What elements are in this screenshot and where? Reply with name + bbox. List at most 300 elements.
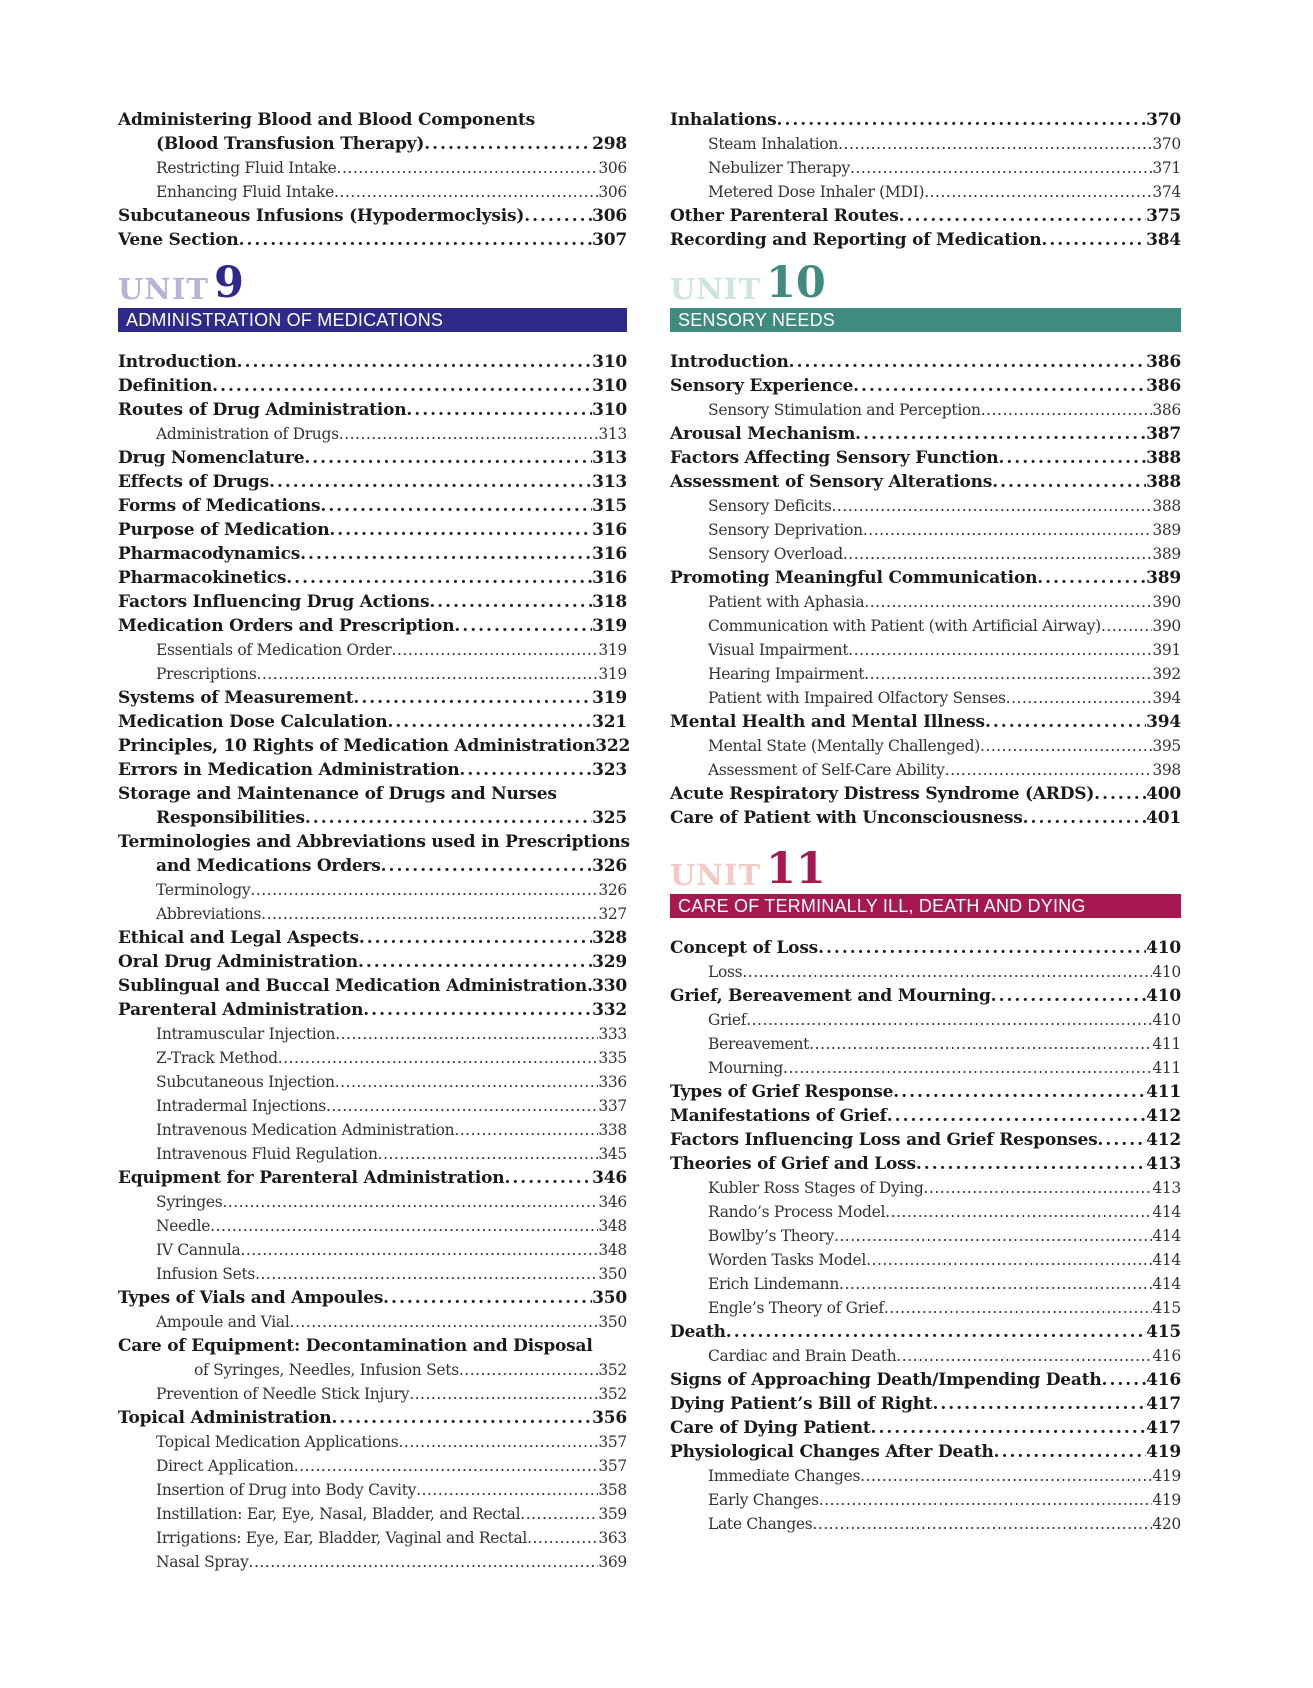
toc-entry[interactable]: [118, 398, 627, 422]
dot-leader: [839, 1272, 1152, 1296]
toc-entry[interactable]: [670, 1512, 1181, 1536]
toc-entry[interactable]: [118, 1022, 627, 1046]
toc-entry-page: 417: [1146, 1418, 1181, 1438]
toc-entry-page: 413: [1152, 1179, 1181, 1197]
toc-entry[interactable]: [670, 1224, 1181, 1248]
toc-entry-title: and Medications Orders: [156, 856, 381, 876]
dot-leader: [783, 1056, 1152, 1080]
dot-leader: [210, 1214, 598, 1238]
toc-entry[interactable]: [118, 1142, 627, 1166]
toc-entry-page: 370: [1152, 135, 1181, 153]
toc-entry[interactable]: [670, 1080, 1181, 1104]
dot-leader: [991, 984, 1146, 1008]
toc-entry[interactable]: [670, 398, 1181, 422]
toc-entry-page: 416: [1146, 1370, 1181, 1390]
toc-entry[interactable]: [670, 1152, 1181, 1176]
dot-leader: [863, 518, 1152, 542]
toc-entry-title: Essentials of Medication Order: [156, 641, 392, 659]
toc-entry-page: 315: [592, 496, 627, 516]
toc-entry[interactable]: [670, 590, 1181, 614]
toc-entry-page: 319: [598, 665, 627, 683]
toc-entry-title: Oral Drug Administration: [118, 952, 358, 972]
toc-entry[interactable]: [118, 1046, 627, 1070]
toc-entry[interactable]: [118, 1454, 627, 1478]
toc-entry-page: 345: [598, 1145, 627, 1163]
toc-entry[interactable]: [670, 1464, 1181, 1488]
toc-entry[interactable]: [118, 350, 627, 374]
toc-entry[interactable]: [118, 494, 627, 518]
dot-leader: [241, 1238, 599, 1262]
toc-entry[interactable]: [118, 1238, 627, 1262]
toc-entry-title: Death: [670, 1322, 726, 1342]
toc-entry-page: 386: [1152, 401, 1181, 419]
toc-entry-page: 401: [1146, 808, 1181, 828]
dot-leader: [249, 1550, 599, 1574]
toc-entry-page: 350: [598, 1313, 627, 1331]
toc-entry-title: Nebulizer Therapy: [708, 159, 850, 177]
toc-entry-title: Worden Tasks Model: [708, 1251, 867, 1269]
toc-entry[interactable]: [118, 998, 627, 1022]
toc-entry-page: 319: [592, 616, 627, 636]
toc-entry-title: Terminology: [156, 881, 251, 899]
unit-9-word: UNIT: [118, 272, 209, 306]
toc-entry[interactable]: [670, 1392, 1181, 1416]
toc-entry-title: Medication Dose Calculation: [118, 712, 388, 732]
toc-entry-title: Manifestations of Grief: [670, 1106, 887, 1126]
toc-entry[interactable]: [670, 1104, 1181, 1128]
dot-leader: [416, 1478, 598, 1502]
toc-list-right-top: [670, 108, 1181, 252]
toc-entry[interactable]: [670, 204, 1181, 228]
dot-leader: [305, 806, 592, 830]
dot-leader: [843, 542, 1152, 566]
toc-entry-title: Vene Section: [118, 230, 239, 250]
toc-entry-title: Intramuscular Injection: [156, 1025, 336, 1043]
toc-entry[interactable]: [118, 518, 627, 542]
dot-leader: [848, 638, 1152, 662]
toc-entry-title: Direct Application: [156, 1457, 294, 1475]
unit-11-title-bar: CARE OF TERMINALLY ILL, DEATH AND DYING: [670, 894, 1181, 918]
toc-entry[interactable]: [118, 686, 627, 710]
toc-entry-page: 392: [1152, 665, 1181, 683]
toc-entry[interactable]: [670, 614, 1181, 638]
dot-leader: [363, 998, 592, 1022]
dot-leader: [300, 542, 592, 566]
toc-entry-title: Restricting Fluid Intake: [156, 159, 337, 177]
toc-entry[interactable]: [118, 614, 627, 638]
toc-entry-title: Care of Patient with Unconsciousness: [670, 808, 1023, 828]
toc-entry[interactable]: [670, 156, 1181, 180]
dot-leader: [353, 686, 592, 710]
toc-entry-title: Sensory Overload: [708, 545, 843, 563]
toc-entry[interactable]: [118, 902, 627, 926]
dot-leader: [261, 902, 598, 926]
toc-entry[interactable]: [670, 638, 1181, 662]
toc-entry[interactable]: [670, 494, 1181, 518]
toc-entry-page: 348: [598, 1241, 627, 1259]
toc-entry-page: 412: [1146, 1130, 1181, 1150]
toc-entry-title: Metered Dose Inhaler (MDI): [708, 183, 925, 201]
toc-entry-title: Engle’s Theory of Grief: [708, 1299, 884, 1317]
toc-entry-title: Z-Track Method: [156, 1049, 278, 1067]
toc-entry[interactable]: [670, 1176, 1181, 1200]
unit-10-word: UNIT: [670, 272, 761, 306]
toc-entry-title: Pharmacokinetics: [118, 568, 287, 588]
toc-entry-title: Early Changes: [708, 1491, 819, 1509]
toc-entry-title: Introduction: [118, 352, 237, 372]
dot-leader: [899, 204, 1146, 228]
toc-entry-title: Abbreviations: [156, 905, 262, 923]
toc-entry-page: 370: [1146, 110, 1181, 130]
toc-entry-page: 391: [1152, 641, 1181, 659]
toc-entry[interactable]: [118, 1190, 627, 1214]
toc-entry-title: Bowlby’s Theory: [708, 1227, 834, 1245]
toc-entry-title: Factors Affecting Sensory Function: [670, 448, 999, 468]
toc-entry-title: Inhalations: [670, 110, 777, 130]
toc-entry-page: 313: [592, 472, 627, 492]
dot-leader: [850, 156, 1152, 180]
toc-entry-page: 346: [592, 1168, 627, 1188]
toc-entry-title: Parenteral Administration: [118, 1000, 364, 1020]
dot-leader: [378, 1142, 599, 1166]
toc-entry-page: 371: [1152, 159, 1181, 177]
toc-entry[interactable]: [670, 710, 1181, 734]
toc-entry[interactable]: [670, 228, 1181, 252]
toc-entry-page: 386: [1146, 376, 1181, 396]
toc-entry-page: 330: [592, 976, 627, 996]
toc-entry-title: Types of Vials and Ampoules: [118, 1288, 384, 1308]
toc-entry[interactable]: [670, 374, 1181, 398]
dot-leader: [980, 734, 1152, 758]
toc-entry-page: 329: [592, 952, 627, 972]
toc-entry[interactable]: [118, 1094, 627, 1118]
toc-entry-title: Definition: [118, 376, 213, 396]
dot-leader: [290, 1310, 599, 1334]
toc-entry-title: Errors in Medication Administration: [118, 760, 460, 780]
toc-entry[interactable]: [118, 1166, 627, 1190]
toc-entry-page: 319: [598, 641, 627, 659]
toc-entry[interactable]: [670, 1416, 1181, 1440]
toc-entry-title: Forms of Medications: [118, 496, 321, 516]
toc-entry[interactable]: [670, 1440, 1181, 1464]
toc-entry-page: 420: [1152, 1515, 1181, 1533]
toc-entry[interactable]: [670, 1128, 1181, 1152]
toc-entry-page: 415: [1146, 1322, 1181, 1342]
toc-entry[interactable]: [118, 638, 627, 662]
toc-entry[interactable]: [118, 1382, 627, 1406]
toc-entry-title: Subcutaneous Injection: [156, 1073, 335, 1091]
toc-entry[interactable]: [118, 566, 627, 590]
toc-entry-title: Prescriptions: [156, 665, 257, 683]
toc-entry-page: 389: [1152, 521, 1181, 539]
toc-entry[interactable]: [670, 984, 1181, 1008]
toc-entry-title: Drug Nomenclature: [118, 448, 305, 468]
toc-entry[interactable]: [118, 1358, 627, 1382]
toc-entry[interactable]: [670, 936, 1181, 960]
dot-leader: [809, 1032, 1152, 1056]
toc-entry-title: of Syringes, Needles, Infusion Sets: [194, 1361, 459, 1379]
dot-leader: [454, 614, 592, 638]
toc-entry-title: Principles, 10 Rights of Medication Administration: [118, 736, 596, 756]
toc-entry-title: Infusion Sets: [156, 1265, 256, 1283]
toc-entry-page: 348: [598, 1217, 627, 1235]
toc-entry[interactable]: [670, 1320, 1181, 1344]
toc-entry-title: Needle: [156, 1217, 211, 1235]
toc-entry-title: Factors Influencing Loss and Grief Responses: [670, 1130, 1098, 1150]
dot-leader: [855, 422, 1146, 446]
toc-entry-page: 357: [598, 1457, 627, 1475]
toc-entry-page: 352: [598, 1361, 627, 1379]
toc-entry-title: Ampoule and Vial: [156, 1313, 290, 1331]
dot-leader: [932, 1392, 1146, 1416]
dot-leader: [257, 662, 599, 686]
toc-entry-title: IV Cannula: [156, 1241, 241, 1259]
toc-entry[interactable]: [118, 878, 627, 902]
toc-entry[interactable]: [670, 446, 1181, 470]
dot-leader: [212, 374, 592, 398]
toc-entry-title: Signs of Approaching Death/Impending Death: [670, 1370, 1102, 1390]
dot-leader: [789, 350, 1146, 374]
toc-entry-title: Responsibilities: [156, 808, 305, 828]
toc-entry[interactable]: [670, 566, 1181, 590]
toc-entry[interactable]: [670, 132, 1181, 156]
toc-entry-page: 414: [1152, 1251, 1181, 1269]
dot-leader: [524, 204, 592, 228]
toc-entry[interactable]: Storage and Maintenance of Drugs and Nurses: [118, 784, 557, 804]
dot-leader: [326, 1094, 598, 1118]
dot-leader: [726, 1320, 1146, 1344]
toc-entry-title: Promoting Meaningful Communication: [670, 568, 1038, 588]
toc-entry-page: 375: [1146, 206, 1181, 226]
toc-entry[interactable]: [670, 782, 1181, 806]
toc-entry[interactable]: [118, 1262, 627, 1286]
dot-leader: [893, 1080, 1146, 1104]
toc-entry[interactable]: [118, 1214, 627, 1238]
toc-entry[interactable]: [118, 132, 627, 156]
toc-entry[interactable]: [118, 156, 627, 180]
toc-entry[interactable]: [670, 1248, 1181, 1272]
toc-entry-title: Intravenous Fluid Regulation: [156, 1145, 378, 1163]
toc-entry[interactable]: [118, 974, 627, 998]
dot-leader: [834, 1224, 1152, 1248]
toc-entry[interactable]: [670, 518, 1181, 542]
toc-entry-title: Mental State (Mentally Challenged): [708, 737, 980, 755]
toc-entry-page: 357: [598, 1433, 627, 1451]
toc-entry-page: 313: [592, 448, 627, 468]
toc-entry[interactable]: [670, 350, 1181, 374]
dot-leader: [994, 1440, 1146, 1464]
toc-entry[interactable]: [118, 854, 627, 878]
toc-entry-page: 332: [592, 1000, 627, 1020]
unit-11-header: [670, 844, 1181, 894]
dot-leader: [916, 1152, 1146, 1176]
toc-entry-page: 326: [598, 881, 627, 899]
toc-entry-title: Mental Health and Mental Illness: [670, 712, 985, 732]
toc-entry-page: 388: [1146, 448, 1181, 468]
toc-entry[interactable]: [118, 1430, 627, 1454]
toc-entry-title: Syringes: [156, 1193, 223, 1211]
dot-leader: [409, 1382, 598, 1406]
dot-leader: [853, 374, 1146, 398]
toc-entry[interactable]: [118, 542, 627, 566]
toc-entry-title: Theories of Grief and Loss: [670, 1154, 916, 1174]
toc-entry[interactable]: [118, 1550, 627, 1574]
toc-entry[interactable]: [118, 950, 627, 974]
toc-entry[interactable]: [670, 422, 1181, 446]
toc-entry-title: Arousal Mechanism: [670, 424, 856, 444]
toc-entry[interactable]: [118, 422, 627, 446]
toc-entry[interactable]: [670, 470, 1181, 494]
toc-entry-page: 350: [598, 1265, 627, 1283]
toc-entry[interactable]: [670, 1368, 1181, 1392]
toc-entry-title: Acute Respiratory Distress Syndrome (ARDS): [670, 784, 1095, 804]
toc-entry-title: Sublingual and Buccal Medication Administration: [118, 976, 588, 996]
toc-entry-title: Introduction: [670, 352, 789, 372]
toc-entry-title: Subcutaneous Infusions (Hypodermoclysis): [118, 206, 525, 226]
toc-entry-page: 411: [1152, 1059, 1181, 1077]
toc-entry[interactable]: [118, 374, 627, 398]
dot-leader: [304, 446, 592, 470]
toc-entry-page: 306: [592, 206, 627, 226]
toc-entry[interactable]: [118, 662, 627, 686]
unit-9-header: [118, 258, 627, 308]
toc-entry[interactable]: [670, 806, 1181, 830]
dot-leader: [383, 1286, 592, 1310]
toc-entry[interactable]: [670, 960, 1181, 984]
toc-entry[interactable]: [118, 1310, 627, 1334]
toc-entry[interactable]: [118, 1502, 627, 1526]
toc-entry[interactable]: [670, 1008, 1181, 1032]
dot-leader: [992, 470, 1146, 494]
toc-entry[interactable]: [118, 1118, 627, 1142]
dot-leader: [1102, 1368, 1147, 1392]
toc-entry-page: 358: [598, 1481, 627, 1499]
toc-entry[interactable]: [118, 228, 627, 252]
toc-entry-title: Prevention of Needle Stick Injury: [156, 1385, 410, 1403]
unit-11-word: UNIT: [670, 858, 761, 892]
toc-entry[interactable]: [670, 1272, 1181, 1296]
toc-entry[interactable]: [118, 1070, 627, 1094]
toc-entry[interactable]: [670, 1056, 1181, 1080]
dot-leader: [278, 1046, 599, 1070]
toc-entry[interactable]: [118, 1478, 627, 1502]
toc-entry[interactable]: [670, 1032, 1181, 1056]
dot-leader: [335, 1070, 599, 1094]
toc-entry[interactable]: [118, 806, 627, 830]
toc-entry-page: 335: [598, 1049, 627, 1067]
toc-entry-title: Dying Patient’s Bill of Right: [670, 1394, 933, 1414]
toc-entry[interactable]: [118, 1526, 627, 1550]
dot-leader: [1094, 782, 1146, 806]
toc-entry[interactable]: [118, 758, 627, 782]
toc-entry[interactable]: [670, 662, 1181, 686]
toc-entry-page: 316: [592, 568, 627, 588]
toc-entry-page: 316: [592, 520, 627, 540]
toc-entry[interactable]: [118, 1286, 627, 1310]
toc-entry[interactable]: [670, 1200, 1181, 1224]
toc-entry[interactable]: [118, 926, 627, 950]
dot-leader: [329, 518, 592, 542]
toc-entry-title: Loss: [708, 963, 743, 981]
toc-entry-title: Physiological Changes After Death: [670, 1442, 994, 1462]
toc-entry[interactable]: [670, 108, 1181, 132]
toc-entry[interactable]: [118, 446, 627, 470]
toc-entry[interactable]: [118, 470, 627, 494]
toc-entry-page: 338: [598, 1121, 627, 1139]
toc-entry[interactable]: Care of Equipment: Decontamination and Disposal: [118, 1336, 593, 1356]
toc-entry[interactable]: [118, 180, 627, 204]
toc-entry-page: 307: [592, 230, 627, 250]
dot-leader: [337, 156, 599, 180]
toc-entry[interactable]: [670, 758, 1181, 782]
toc-entry-page: 388: [1146, 472, 1181, 492]
toc-entry-page: 363: [598, 1529, 627, 1547]
toc-entry-title: Grief: [708, 1011, 747, 1029]
toc-entry-page: 322: [595, 736, 631, 756]
dot-leader: [454, 1118, 598, 1142]
toc-entry[interactable]: [670, 180, 1181, 204]
toc-entry[interactable]: [118, 710, 627, 734]
toc-entry[interactable]: [118, 1406, 627, 1430]
toc-entry-page: 310: [592, 376, 627, 396]
dot-leader: [527, 1526, 598, 1550]
toc-entry[interactable]: [670, 1344, 1181, 1368]
dot-leader: [981, 398, 1153, 422]
toc-entry-page: 411: [1146, 1082, 1181, 1102]
dot-leader: [520, 1502, 598, 1526]
toc-entry-page: 390: [1152, 617, 1181, 635]
toc-entry-page: 386: [1146, 352, 1181, 372]
toc-entry-page: 323: [592, 760, 627, 780]
toc-entry[interactable]: [670, 1296, 1181, 1320]
toc-entry-title: Effects of Drugs: [118, 472, 269, 492]
dot-leader: [860, 1464, 1152, 1488]
dot-leader: [871, 1416, 1147, 1440]
toc-entry-title: Instillation: Ear, Eye, Nasal, Bladder, and Rectal: [156, 1505, 521, 1523]
toc-entry[interactable]: [670, 734, 1181, 758]
toc-entry-page: 318: [592, 592, 627, 612]
dot-leader: [392, 638, 599, 662]
unit-9-title-bar: ADMINISTRATION OF MEDICATIONS: [118, 308, 627, 332]
toc-entry-page: 313: [598, 425, 627, 443]
dot-leader: [358, 950, 592, 974]
dot-leader: [866, 1248, 1152, 1272]
toc-entry[interactable]: [670, 542, 1181, 566]
toc-list-unit-11: [670, 936, 1181, 1536]
dot-leader: [885, 1200, 1152, 1224]
toc-entry-page: 374: [1152, 183, 1181, 201]
dot-leader: [746, 1008, 1152, 1032]
toc-entry[interactable]: [670, 686, 1181, 710]
toc-entry[interactable]: [118, 204, 627, 228]
toc-entry[interactable]: [118, 590, 627, 614]
toc-entry-title: Systems of Measurement: [118, 688, 354, 708]
toc-entry-title: Rando’s Process Model: [708, 1203, 886, 1221]
toc-entry-title: Patient with Aphasia: [708, 593, 865, 611]
toc-entry[interactable]: [670, 1488, 1181, 1512]
dot-leader: [331, 1406, 592, 1430]
toc-entry-page: 416: [1152, 1347, 1181, 1365]
toc-entry-page: 316: [592, 544, 627, 564]
toc-entry-title: Nasal Spray: [156, 1553, 249, 1571]
toc-entry[interactable]: [118, 734, 631, 758]
dot-leader: [335, 1022, 598, 1046]
toc-entry-title: Routes of Drug Administration: [118, 400, 407, 420]
toc-entry-page: 337: [598, 1097, 627, 1115]
toc-entry-page: 389: [1146, 568, 1181, 588]
toc-entry-title: Care of Dying Patient: [670, 1418, 871, 1438]
toc-entry[interactable]: Terminologies and Abbreviations used in Prescriptions: [118, 832, 630, 852]
